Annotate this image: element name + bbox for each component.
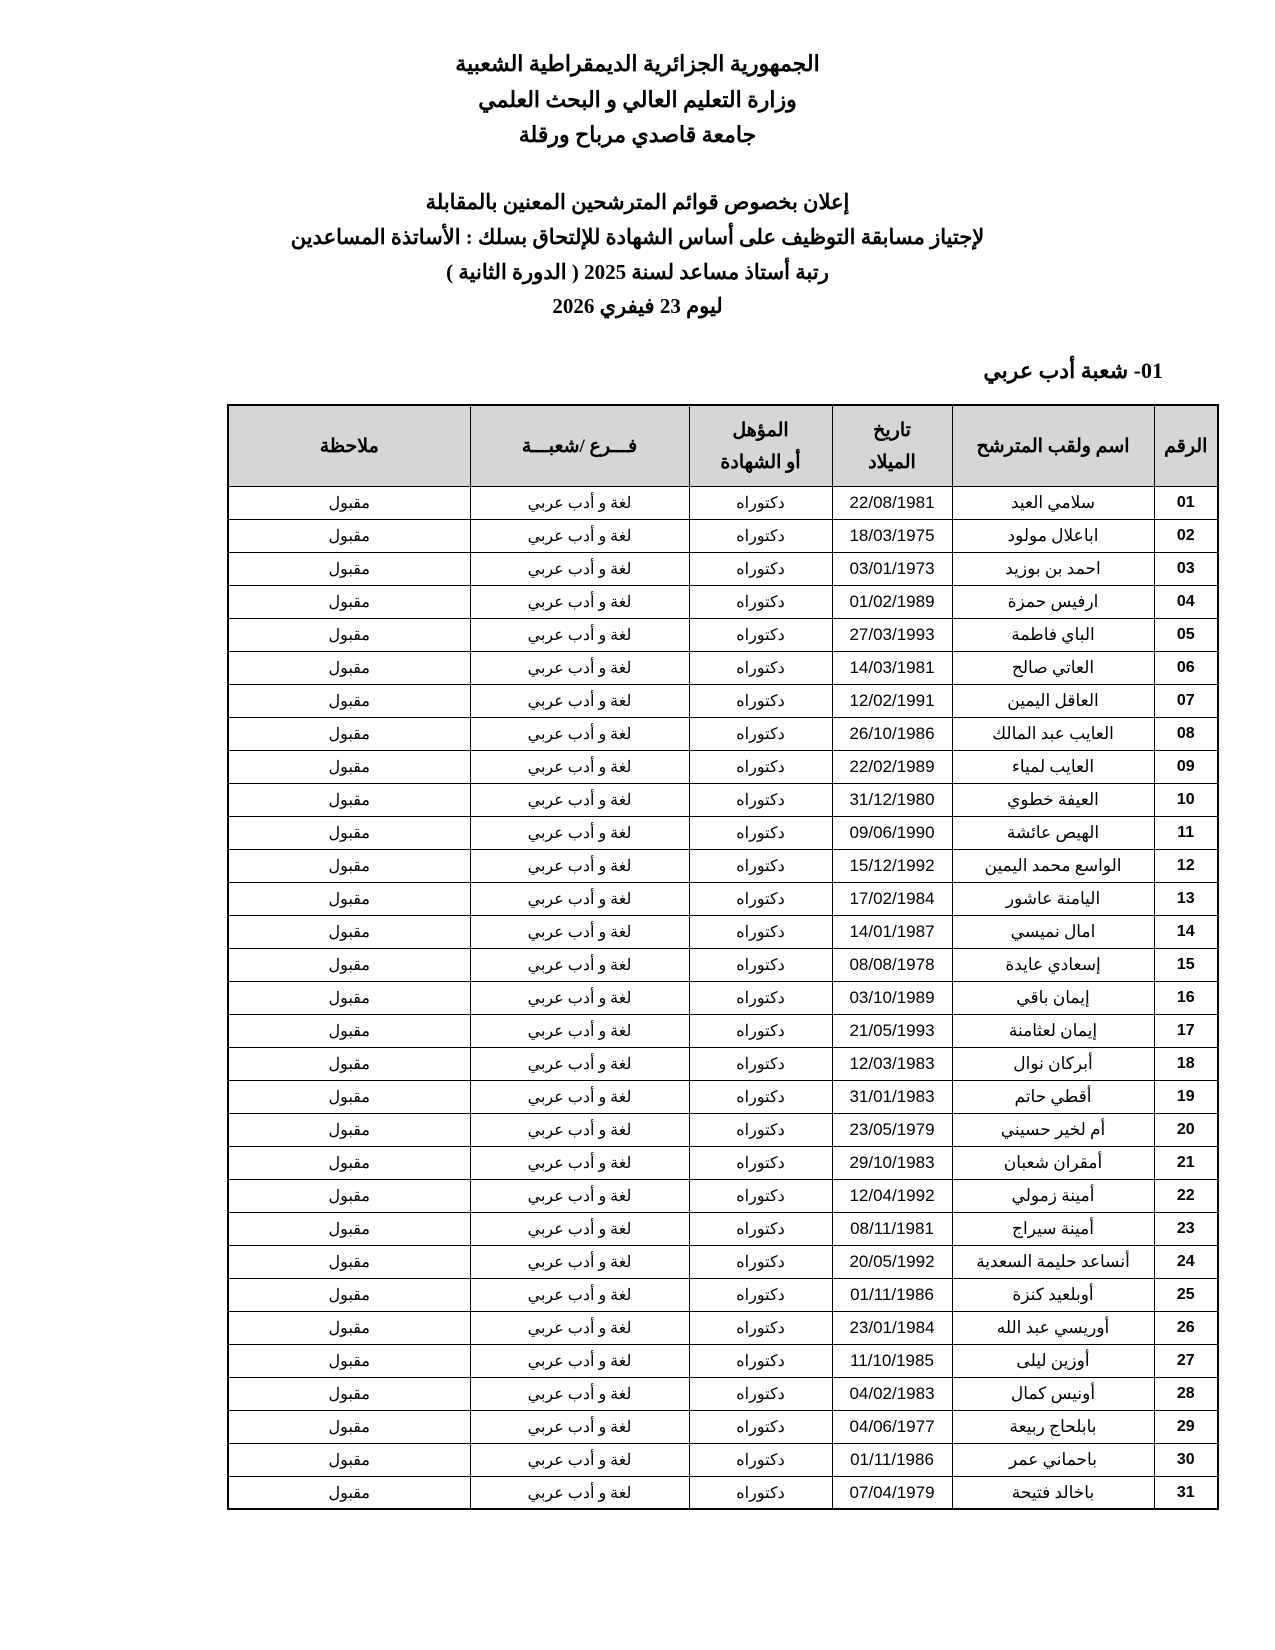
cell-name: أبركان نوال xyxy=(952,1047,1154,1080)
column-header-name: اسم ولقب المترشح xyxy=(952,405,1154,486)
cell-name: أمينة سيراج xyxy=(952,1212,1154,1245)
cell-qualification: دكتوراه xyxy=(689,1311,832,1344)
cell-note: مقبول xyxy=(228,948,470,981)
cell-num: 25 xyxy=(1154,1278,1218,1311)
cell-birthdate: 14/01/1987 xyxy=(832,915,952,948)
cell-name: أوريسي عبد الله xyxy=(952,1311,1154,1344)
cell-name: أمقران شعبان xyxy=(952,1146,1154,1179)
cell-note: مقبول xyxy=(228,849,470,882)
cell-note: مقبول xyxy=(228,882,470,915)
cell-num: 23 xyxy=(1154,1212,1218,1245)
cell-branch: لغة و أدب عربي xyxy=(470,948,689,981)
cell-note: مقبول xyxy=(228,1146,470,1179)
cell-qualification: دكتوراه xyxy=(689,948,832,981)
cell-birthdate: 27/03/1993 xyxy=(832,618,952,651)
cell-birthdate: 03/10/1989 xyxy=(832,981,952,1014)
cell-branch: لغة و أدب عربي xyxy=(470,1113,689,1146)
cell-qualification: دكتوراه xyxy=(689,882,832,915)
table-row xyxy=(228,1014,1218,1047)
cell-birthdate: 01/11/1986 xyxy=(832,1443,952,1476)
cell-branch: لغة و أدب عربي xyxy=(470,1245,689,1278)
cell-note: مقبول xyxy=(228,915,470,948)
table-row xyxy=(228,486,1218,519)
cell-name: باخالد فتيحة xyxy=(952,1476,1154,1509)
cell-qualification: دكتوراه xyxy=(689,1212,832,1245)
cell-branch: لغة و أدب عربي xyxy=(470,1080,689,1113)
cell-name: اباعلال مولود xyxy=(952,519,1154,552)
cell-num: 11 xyxy=(1154,816,1218,849)
cell-branch: لغة و أدب عربي xyxy=(470,1476,689,1509)
cell-branch: لغة و أدب عربي xyxy=(470,849,689,882)
cell-qualification: دكتوراه xyxy=(689,618,832,651)
cell-branch: لغة و أدب عربي xyxy=(470,651,689,684)
cell-birthdate: 31/01/1983 xyxy=(832,1080,952,1113)
cell-birthdate: 29/10/1983 xyxy=(832,1146,952,1179)
cell-note: مقبول xyxy=(228,1311,470,1344)
cell-branch: لغة و أدب عربي xyxy=(470,1278,689,1311)
cell-qualification: دكتوراه xyxy=(689,750,832,783)
cell-qualification: دكتوراه xyxy=(689,816,832,849)
cell-qualification: دكتوراه xyxy=(689,1410,832,1443)
announcement-line-3: رتبة أستاذ مساعد لسنة 2025 ( الدورة الثانية ) xyxy=(446,259,829,284)
table-row xyxy=(228,1377,1218,1410)
cell-name: سلامي العيد xyxy=(952,486,1154,519)
cell-name: إيمان باقي xyxy=(952,981,1154,1014)
cell-birthdate: 12/03/1983 xyxy=(832,1047,952,1080)
cell-name: أنساعد حليمة السعدية xyxy=(952,1245,1154,1278)
cell-birthdate: 22/02/1989 xyxy=(832,750,952,783)
cell-birthdate: 03/01/1973 xyxy=(832,552,952,585)
cell-branch: لغة و أدب عربي xyxy=(470,618,689,651)
table-row xyxy=(228,651,1218,684)
cell-note: مقبول xyxy=(228,717,470,750)
cell-qualification: دكتوراه xyxy=(689,849,832,882)
cell-name: باحماني عمر xyxy=(952,1443,1154,1476)
table-row xyxy=(228,948,1218,981)
cell-qualification: دكتوراه xyxy=(689,717,832,750)
table-row xyxy=(228,1113,1218,1146)
table-row xyxy=(228,519,1218,552)
table-row xyxy=(228,1278,1218,1311)
cell-branch: لغة و أدب عربي xyxy=(470,1344,689,1377)
cell-qualification: دكتوراه xyxy=(689,783,832,816)
cell-branch: لغة و أدب عربي xyxy=(470,486,689,519)
cell-birthdate: 08/08/1978 xyxy=(832,948,952,981)
cell-birthdate: 01/11/1986 xyxy=(832,1278,952,1311)
cell-name: إيمان لعثامنة xyxy=(952,1014,1154,1047)
cell-qualification: دكتوراه xyxy=(689,1443,832,1476)
cell-qualification: دكتوراه xyxy=(689,1245,832,1278)
candidates-table xyxy=(227,404,1219,1510)
cell-birthdate: 17/02/1984 xyxy=(832,882,952,915)
cell-note: مقبول xyxy=(228,1179,470,1212)
cell-note: مقبول xyxy=(228,750,470,783)
cell-name: امال نميسي xyxy=(952,915,1154,948)
table-row xyxy=(228,1344,1218,1377)
cell-birthdate: 12/04/1992 xyxy=(832,1179,952,1212)
cell-num: 21 xyxy=(1154,1146,1218,1179)
cell-qualification: دكتوراه xyxy=(689,486,832,519)
cell-name: أوبلعيد كنزة xyxy=(952,1278,1154,1311)
table-row xyxy=(228,684,1218,717)
cell-branch: لغة و أدب عربي xyxy=(470,783,689,816)
table-row xyxy=(228,783,1218,816)
cell-birthdate: 20/05/1992 xyxy=(832,1245,952,1278)
cell-qualification: دكتوراه xyxy=(689,585,832,618)
cell-branch: لغة و أدب عربي xyxy=(470,915,689,948)
cell-birthdate: 14/03/1981 xyxy=(832,651,952,684)
cell-birthdate: 18/03/1975 xyxy=(832,519,952,552)
cell-qualification: دكتوراه xyxy=(689,1476,832,1509)
cell-qualification: دكتوراه xyxy=(689,684,832,717)
cell-branch: لغة و أدب عربي xyxy=(470,750,689,783)
cell-branch: لغة و أدب عربي xyxy=(470,519,689,552)
cell-branch: لغة و أدب عربي xyxy=(470,1311,689,1344)
column-header-qualification xyxy=(689,405,832,486)
cell-num: 03 xyxy=(1154,552,1218,585)
header-row xyxy=(228,405,1218,486)
gov-header-line-ministry: وزارة التعليم العالي و البحث العلمي xyxy=(478,86,797,112)
cell-branch: لغة و أدب عربي xyxy=(470,816,689,849)
column-header-birthdate xyxy=(832,405,952,486)
cell-num: 20 xyxy=(1154,1113,1218,1146)
cell-branch: لغة و أدب عربي xyxy=(470,1014,689,1047)
cell-qualification: دكتوراه xyxy=(689,981,832,1014)
cell-birthdate: 23/01/1984 xyxy=(832,1311,952,1344)
cell-num: 17 xyxy=(1154,1014,1218,1047)
cell-note: مقبول xyxy=(228,684,470,717)
cell-num: 30 xyxy=(1154,1443,1218,1476)
cell-note: مقبول xyxy=(228,816,470,849)
cell-branch: لغة و أدب عربي xyxy=(470,585,689,618)
cell-num: 10 xyxy=(1154,783,1218,816)
table-row xyxy=(228,1245,1218,1278)
cell-note: مقبول xyxy=(228,618,470,651)
cell-qualification: دكتوراه xyxy=(689,1377,832,1410)
cell-num: 07 xyxy=(1154,684,1218,717)
cell-note: مقبول xyxy=(228,1476,470,1509)
table-row xyxy=(228,1212,1218,1245)
cell-qualification: دكتوراه xyxy=(689,1344,832,1377)
cell-qualification: دكتوراه xyxy=(689,1113,832,1146)
cell-branch: لغة و أدب عربي xyxy=(470,1443,689,1476)
table-row xyxy=(228,1443,1218,1476)
cell-name: احمد بن بوزيد xyxy=(952,552,1154,585)
column-header-branch: فـــرع /شعبـــة xyxy=(470,405,689,486)
cell-birthdate: 01/02/1989 xyxy=(832,585,952,618)
cell-num: 16 xyxy=(1154,981,1218,1014)
cell-num: 08 xyxy=(1154,717,1218,750)
cell-qualification: دكتوراه xyxy=(689,1278,832,1311)
cell-birthdate: 07/04/1979 xyxy=(832,1476,952,1509)
cell-note: مقبول xyxy=(228,1245,470,1278)
cell-name: العاتي صالح xyxy=(952,651,1154,684)
cell-qualification: دكتوراه xyxy=(689,552,832,585)
column-header-birthdate-line2: الميلاد xyxy=(868,451,916,473)
table-row xyxy=(228,882,1218,915)
cell-num: 05 xyxy=(1154,618,1218,651)
cell-note: مقبول xyxy=(228,783,470,816)
table-row xyxy=(228,1146,1218,1179)
cell-qualification: دكتوراه xyxy=(689,1047,832,1080)
cell-num: 15 xyxy=(1154,948,1218,981)
cell-birthdate: 12/02/1991 xyxy=(832,684,952,717)
cell-num: 19 xyxy=(1154,1080,1218,1113)
cell-note: مقبول xyxy=(228,1344,470,1377)
cell-branch: لغة و أدب عربي xyxy=(470,684,689,717)
cell-birthdate: 04/06/1977 xyxy=(832,1410,952,1443)
table-row xyxy=(228,750,1218,783)
cell-note: مقبول xyxy=(228,585,470,618)
cell-birthdate: 15/12/1992 xyxy=(832,849,952,882)
table-row xyxy=(228,1080,1218,1113)
table-row xyxy=(228,816,1218,849)
cell-name: الباي فاطمة xyxy=(952,618,1154,651)
cell-note: مقبول xyxy=(228,981,470,1014)
column-header-qualification-line2: أو الشهادة xyxy=(720,451,801,473)
cell-note: مقبول xyxy=(228,1410,470,1443)
gov-header-line-university: جامعة قاصدي مرباح ورقلة xyxy=(518,122,757,148)
cell-note: مقبول xyxy=(228,1377,470,1410)
table-row xyxy=(228,717,1218,750)
cell-name: الواسع محمد اليمين xyxy=(952,849,1154,882)
column-header-qualification-line1: المؤهل xyxy=(732,419,789,441)
column-header-note: ملاحظة xyxy=(228,405,470,486)
cell-name: اليامنة عاشور xyxy=(952,882,1154,915)
cell-num: 04 xyxy=(1154,585,1218,618)
cell-note: مقبول xyxy=(228,552,470,585)
cell-branch: لغة و أدب عربي xyxy=(470,552,689,585)
cell-birthdate: 23/05/1979 xyxy=(832,1113,952,1146)
cell-note: مقبول xyxy=(228,1014,470,1047)
cell-branch: لغة و أدب عربي xyxy=(470,717,689,750)
cell-note: مقبول xyxy=(228,1113,470,1146)
cell-num: 06 xyxy=(1154,651,1218,684)
cell-num: 29 xyxy=(1154,1410,1218,1443)
cell-qualification: دكتوراه xyxy=(689,519,832,552)
cell-num: 28 xyxy=(1154,1377,1218,1410)
cell-num: 01 xyxy=(1154,486,1218,519)
cell-branch: لغة و أدب عربي xyxy=(470,1047,689,1080)
cell-name: أم لخير حسيني xyxy=(952,1113,1154,1146)
cell-name: إسعادي عايدة xyxy=(952,948,1154,981)
table-row xyxy=(228,618,1218,651)
gov-header-line-republic: الجمهورية الجزائرية الديمقراطية الشعبية xyxy=(455,51,820,76)
cell-note: مقبول xyxy=(228,519,470,552)
cell-name: ارفيس حمزة xyxy=(952,585,1154,618)
announcement-line-2: لإجتياز مسابقة التوظيف على أساس الشهادة للإلتحاق بسلك : الأساتذة المساعدين xyxy=(290,224,985,249)
table-row xyxy=(228,1179,1218,1212)
cell-birthdate: 09/06/1990 xyxy=(832,816,952,849)
cell-name: العيفة خطوي xyxy=(952,783,1154,816)
table-row xyxy=(228,1047,1218,1080)
table-row xyxy=(228,585,1218,618)
announcement-block xyxy=(0,185,1275,324)
cell-num: 09 xyxy=(1154,750,1218,783)
cell-branch: لغة و أدب عربي xyxy=(470,1146,689,1179)
cell-num: 31 xyxy=(1154,1476,1218,1509)
candidates-table-header xyxy=(228,405,1218,486)
cell-qualification: دكتوراه xyxy=(689,1146,832,1179)
table-row xyxy=(228,1476,1218,1509)
cell-name: العاقل اليمين xyxy=(952,684,1154,717)
cell-name: الهيص عائشة xyxy=(952,816,1154,849)
cell-note: مقبول xyxy=(228,1443,470,1476)
candidates-table-body xyxy=(228,486,1218,1509)
cell-birthdate: 22/08/1981 xyxy=(832,486,952,519)
cell-birthdate: 26/10/1986 xyxy=(832,717,952,750)
cell-branch: لغة و أدب عربي xyxy=(470,1212,689,1245)
table-row xyxy=(228,981,1218,1014)
cell-birthdate: 11/10/1985 xyxy=(832,1344,952,1377)
cell-name: أقطي حاتم xyxy=(952,1080,1154,1113)
cell-num: 12 xyxy=(1154,849,1218,882)
cell-name: أوزين ليلى xyxy=(952,1344,1154,1377)
cell-num: 26 xyxy=(1154,1311,1218,1344)
cell-note: مقبول xyxy=(228,1278,470,1311)
table-row xyxy=(228,849,1218,882)
cell-note: مقبول xyxy=(228,486,470,519)
cell-num: 18 xyxy=(1154,1047,1218,1080)
cell-num: 27 xyxy=(1154,1344,1218,1377)
cell-name: أونيس كمال xyxy=(952,1377,1154,1410)
cell-branch: لغة و أدب عربي xyxy=(470,1179,689,1212)
cell-branch: لغة و أدب عربي xyxy=(470,981,689,1014)
cell-num: 02 xyxy=(1154,519,1218,552)
cell-branch: لغة و أدب عربي xyxy=(470,1377,689,1410)
cell-name: بابلحاج ربيعة xyxy=(952,1410,1154,1443)
cell-name: أمينة زمولي xyxy=(952,1179,1154,1212)
table-row xyxy=(228,1410,1218,1443)
cell-note: مقبول xyxy=(228,1047,470,1080)
cell-branch: لغة و أدب عربي xyxy=(470,1410,689,1443)
table-row xyxy=(228,1311,1218,1344)
cell-birthdate: 21/05/1993 xyxy=(832,1014,952,1047)
cell-birthdate: 08/11/1981 xyxy=(832,1212,952,1245)
section-title: 01- شعبة أدب عربي xyxy=(983,358,1163,384)
cell-name: العايب لمياء xyxy=(952,750,1154,783)
cell-note: مقبول xyxy=(228,651,470,684)
cell-name: العايب عبد المالك xyxy=(952,717,1154,750)
cell-birthdate: 31/12/1980 xyxy=(832,783,952,816)
cell-num: 24 xyxy=(1154,1245,1218,1278)
government-header xyxy=(0,0,1275,153)
column-header-birthdate-line1: تاريخ xyxy=(873,419,911,441)
table-row xyxy=(228,552,1218,585)
announcement-line-1: إعلان بخصوص قوائم المترشحين المعنين بالمقابلة xyxy=(425,189,850,214)
table-row xyxy=(228,915,1218,948)
cell-num: 14 xyxy=(1154,915,1218,948)
column-header-number: الرقم xyxy=(1154,405,1218,486)
cell-qualification: دكتوراه xyxy=(689,1080,832,1113)
cell-num: 13 xyxy=(1154,882,1218,915)
cell-branch: لغة و أدب عربي xyxy=(470,882,689,915)
cell-qualification: دكتوراه xyxy=(689,915,832,948)
cell-qualification: دكتوراه xyxy=(689,651,832,684)
cell-note: مقبول xyxy=(228,1080,470,1113)
cell-qualification: دكتوراه xyxy=(689,1014,832,1047)
cell-num: 22 xyxy=(1154,1179,1218,1212)
cell-note: مقبول xyxy=(228,1212,470,1245)
cell-qualification: دكتوراه xyxy=(689,1179,832,1212)
announcement-line-4: ليوم 23 فيفري 2026 xyxy=(552,294,723,319)
cell-birthdate: 04/02/1983 xyxy=(832,1377,952,1410)
